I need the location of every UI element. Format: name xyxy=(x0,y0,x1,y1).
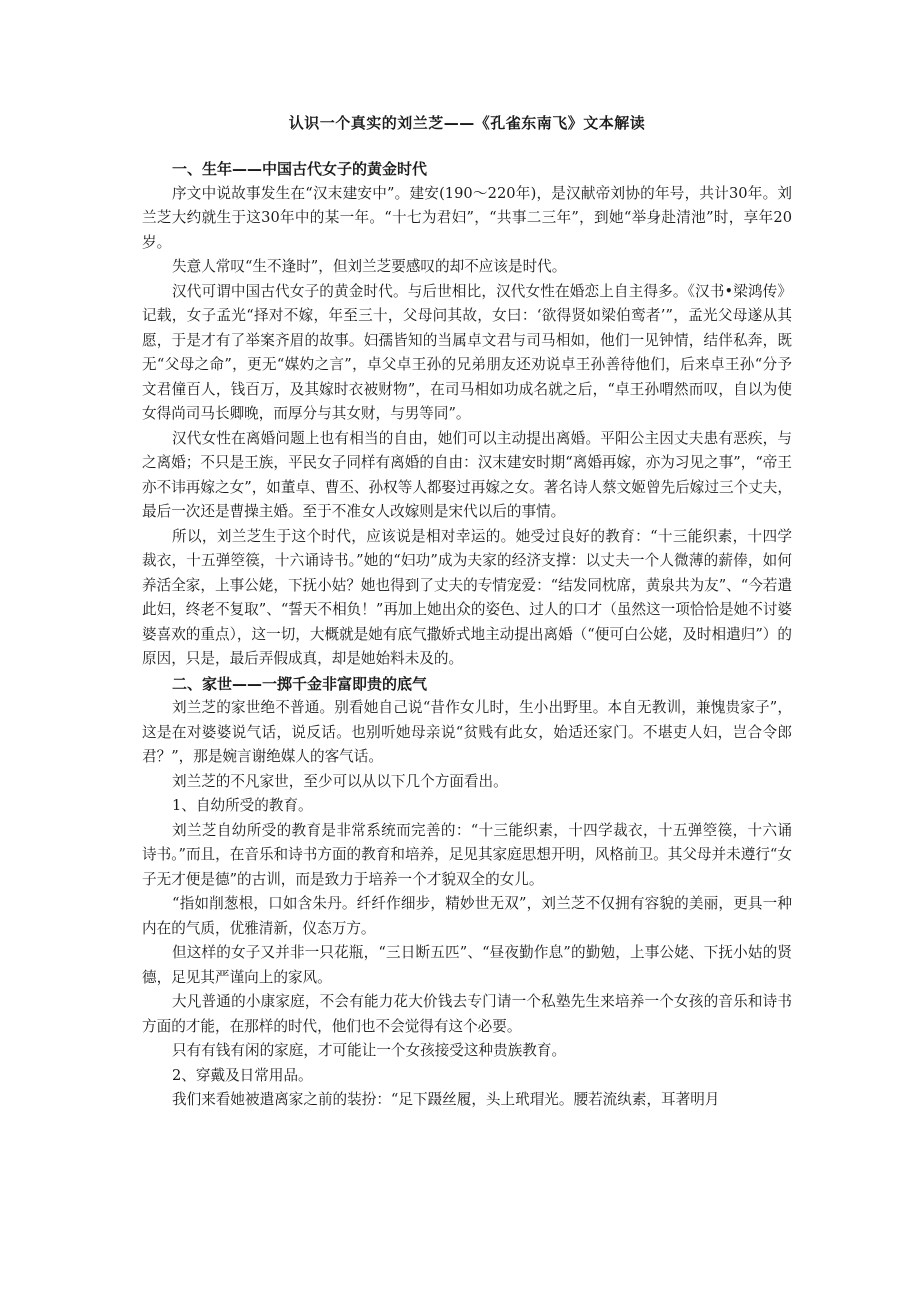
paragraph: 大凡普通的小康家庭，不会有能力花大价钱去专门请一个私塾先生来培养一个女孩的音乐和诗书方面的才能，在那样的时代，他们也不会觉得有这个必要。 xyxy=(142,993,792,1035)
paragraph: 只有有钱有闲的家庭，才可能让一个女孩接受这种贵族教育。 xyxy=(172,1042,567,1059)
paragraph: 汉代可谓中国古代女子的黄金时代。与后世相比，汉代女性在婚恋上自主得多。《汉书•梁鸿传》记载，女子孟光“择对不嫁，年至三十，父母问其故，女曰：‘欲得贤如梁伯鸾者’”，孟光父母遂从其愿，于是才有了举案齐眉的故事。妇孺皆知的当属卓文君与司马相如，他们一见钟情，结伴私奔，既无“父母之命”，更无“媒妁之言”，卓父卓王孙的兄弟朋友还劝说卓王孙善待他们，后来卓王孙“分予文君僮百人，钱百万，及其嫁时衣被财物”，在司马相如功成名就之后，“卓王孙喟然而叹，自以为使女得尚司马长卿晚，而厚分与其女财，与男等同”。 xyxy=(142,282,792,422)
paragraph: 刘兰芝自幼所受的教育是非常系统而完善的：“十三能织素，十四学裁衣，十五弹箜篌，十六诵诗书。”而且，在音乐和诗书方面的教育和培养，足见其家庭思想开明，风格前卫。其父母并未遵行“女子无才便是德”的古训，而是致力于培养一个才貌双全的女儿。 xyxy=(142,821,792,888)
paragraph: 1、自幼所受的教育。 xyxy=(172,797,313,814)
paragraph: “指如削葱根，口如含朱丹。纤纤作细步，精妙世无双”，刘兰芝不仅拥有容貌的美丽，更具一种内在的气质，优雅清新，仪态万方。 xyxy=(142,895,792,937)
document-body xyxy=(142,157,792,1113)
paragraph: 失意人常叹“生不逢时”，但刘兰芝要感叹的却不应该是时代。 xyxy=(172,258,567,275)
paragraph: 但这样的女子又并非一只花瓶，“三日断五匹”、“昼夜勤作息”的勤勉，上事公姥、下抚小姑的贤德，足见其严谨向上的家风。 xyxy=(142,944,792,986)
paragraph: 所以，刘兰芝生于这个时代，应该说是相对幸运的。她受过良好的教育：“十三能织素，十四学裁衣，十五弹箜篌，十六诵诗书。”她的“妇功”成为夫家的经济支撑：以丈夫一个人微薄的薪俸，如何养活全家，上事公姥，下抚小姑？她也得到了丈夫的专情宠爱：“结发同枕席，黄泉共为友”、“今若遣此妇，终老不复取”、“誓天不相负！”再加上她出众的姿色、过人的口才（虽然这一项恰恰是她不讨婆婆喜欢的重点），这一切，大概就是她有底气撒娇式地主动提出离婚（“便可白公姥，及时相遣归”）的原因，只是，最后弄假成真，却是她始料未及的。 xyxy=(142,527,792,667)
section-heading: 二、家世——一掷千金非富即贵的底气 xyxy=(172,674,428,693)
paragraph: 刘兰芝的家世绝不普通。别看她自己说“昔作女儿时，生小出野里。本自无教训，兼愧贵家子”，这是在对婆婆说气话，说反话。也别听她母亲说“贫贱有此女，始适还家门。不堪吏人妇，岂合令郎君？”，那是婉言谢绝媒人的客气话。 xyxy=(142,699,792,765)
document-title: 认识一个真实的刘兰芝——《孔雀东南飞》文本解读 xyxy=(288,114,646,132)
section-heading: 一、生年——中国古代女子的黄金时代 xyxy=(172,160,428,178)
paragraph: 序文中说故事发生在“汉末建安中”。建安(190～220年)，是汉献帝刘协的年号，共计30年。刘兰芝大约就生于这30年中的某一年。“十七为君妇”，“共事二三年”，到她“举身赴清池”时，享年20岁。 xyxy=(142,184,792,251)
paragraph: 刘兰芝的不凡家世，至少可以从以下几个方面看出。 xyxy=(172,772,508,790)
paragraph: 2、穿戴及日常用品。 xyxy=(172,1066,313,1084)
paragraph: 汉代女性在离婚问题上也有相当的自由，她们可以主动提出离婚。平阳公主因丈夫患有恶疾，与之离婚；不只是王族，平民女子同样有离婚的自由：汉末建安时期“离婚再嫁，亦为习见之事”，“帝王亦不讳再嫁之女”，如董卓、曹丕、孙权等人都娶过再嫁之女。著名诗人蔡文姬曾先后嫁过三个丈夫，最后一次还是曹操主婚。至于不准女人改嫁则是宋代以后的事情。 xyxy=(142,429,792,520)
paragraph: 我们来看她被遣离家之前的装扮：“足下蹑丝履，头上玳瑁光。腰若流纨素，耳著明月 xyxy=(172,1091,720,1108)
